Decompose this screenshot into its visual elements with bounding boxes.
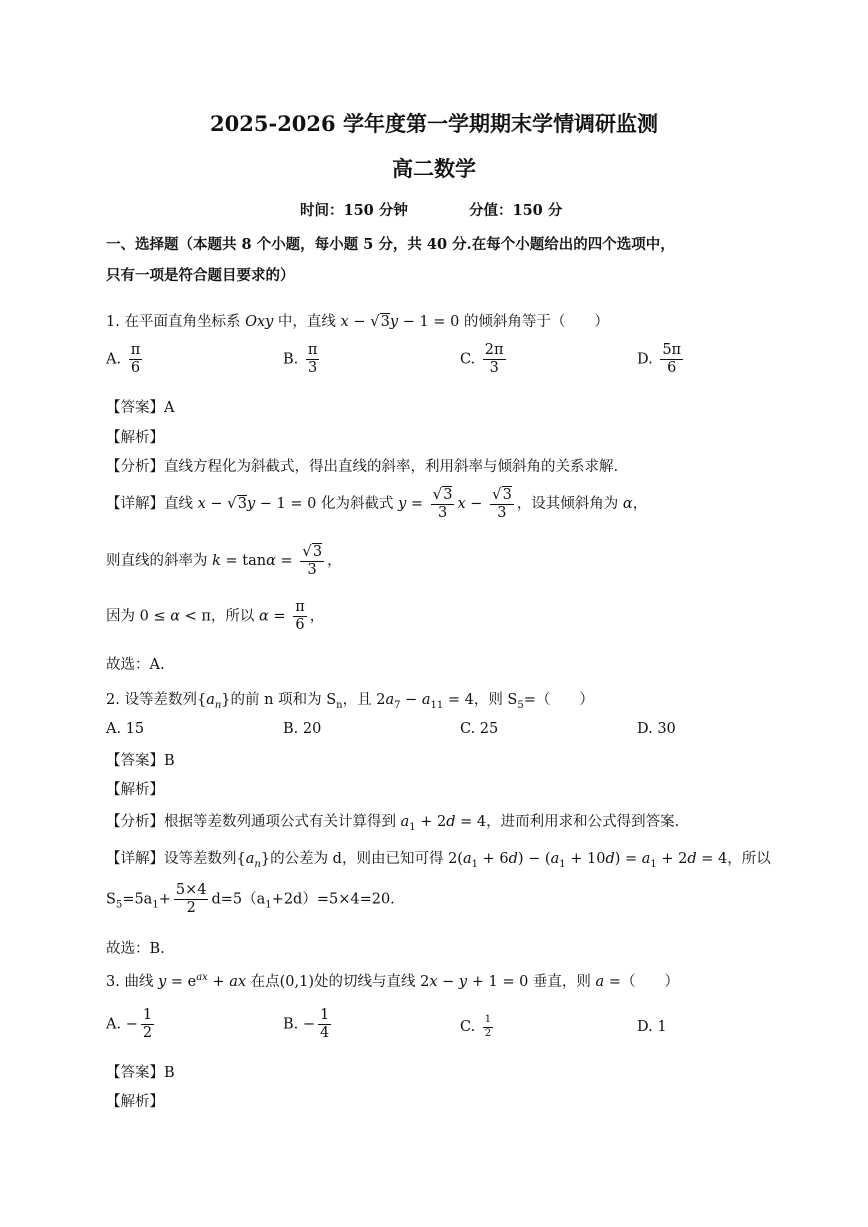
- section-heading-line1: 一、选择题（本题共 8 个小题，每小题 5 分，共 40 分.在每个小题给出的四个选项中，: [106, 236, 675, 253]
- q1-option-d: D. $\frac{5\pi}{6}$: [637, 342, 682, 377]
- q3-option-b: B. − $\frac{1}{4}$: [283, 1007, 330, 1042]
- q3-option-d: D. 1: [637, 1019, 667, 1035]
- q2-stem: 2. 设等差数列$\{a_n\}$的前 n 项和为 $S_n$，且 $2a_7 - a_{11} = 4$，则 $S_5=$（ ）: [106, 692, 594, 711]
- q3-answer: 【答案】B: [106, 1065, 175, 1081]
- score-label: 分值：150 分: [469, 202, 563, 219]
- q3-stem: 3. 曲线 $y = e^{ax}$ + ax 在点(0,1)处的切线与直线 2x − y + 1 = 0 垂直，则 a =（ ）: [106, 972, 679, 990]
- q2-answer: 【答案】B: [106, 753, 175, 769]
- q3-option-c: C. $\frac{1}{2}$: [460, 1014, 492, 1039]
- q2-analysis-label: 【解析】: [106, 782, 164, 798]
- q1-because-line: 因为 0 ≤ α < π，所以 α = $\frac{\pi}{6}$ ，: [106, 599, 325, 634]
- subject-title: 高二数学: [392, 156, 476, 181]
- q1-slope-line: 则直线的斜率为 k = tanα = $\frac{√3}{3}$ ，: [106, 542, 342, 579]
- q2-option-c: C. 25: [460, 721, 499, 737]
- section-heading-line2: 只有一项是符合题目要求的）: [106, 267, 295, 284]
- q2-option-a: A. 15: [106, 721, 145, 737]
- q2-detail: 【详解】设等差数列$\{a_n\}$的公差为 d，则由已知可得 $2(a_1 + 6d) - (a_1 + 10d) = a_1 + 2d = 4$，所以: [106, 851, 771, 870]
- document-title: 2025-2026 学年度第一学期期末学情调研监测: [210, 111, 658, 136]
- q3-analysis-label: 【解析】: [106, 1094, 164, 1110]
- q2-sum-line: $S_5=5a_1+$ $\frac{5\times 4}{2}$ $d=5(a_1+2d)=5\times 4=20$.: [106, 882, 395, 917]
- q2-option-d: D. 30: [637, 721, 676, 737]
- q1-option-a: A. $\frac{\pi}{6}$: [106, 342, 141, 377]
- q1-fenxi: 【分析】直线方程化为斜截式，得出直线的斜率，利用斜率与倾斜角的关系求解.: [106, 459, 619, 475]
- q1-analysis-label: 【解析】: [106, 430, 164, 446]
- q1-choose: 故选：A.: [106, 657, 165, 673]
- time-label: 时间：150 分钟: [300, 202, 408, 219]
- q2-choose: 故选：B.: [106, 941, 165, 957]
- q2-fenxi: 【分析】根据等差数列通项公式有关计算得到 $a_1 + 2d = 4$，进而利用求和公式得到答案.: [106, 814, 680, 833]
- q2-option-b: B. 20: [283, 721, 322, 737]
- q3-option-a: A. − $\frac{1}{2}$: [106, 1007, 153, 1042]
- q1-option-c: C. $\frac{2\pi}{3}$: [460, 342, 504, 377]
- q1-answer: 【答案】A: [106, 400, 175, 416]
- q1-detail: 【详解】直线 x − √3y − 1 = 0 化为斜截式 y = $\frac{√3}{3}$ x − $\frac{√3}{3}$ ，设其倾斜角为 α，: [106, 485, 648, 522]
- q1-stem: 1. 在平面直角坐标系 Oxy 中，直线 x − √3y − 1 = 0 的倾斜角等于（ ）: [106, 312, 609, 330]
- q1-option-b: B. $\frac{\pi}{3}$: [283, 342, 318, 377]
